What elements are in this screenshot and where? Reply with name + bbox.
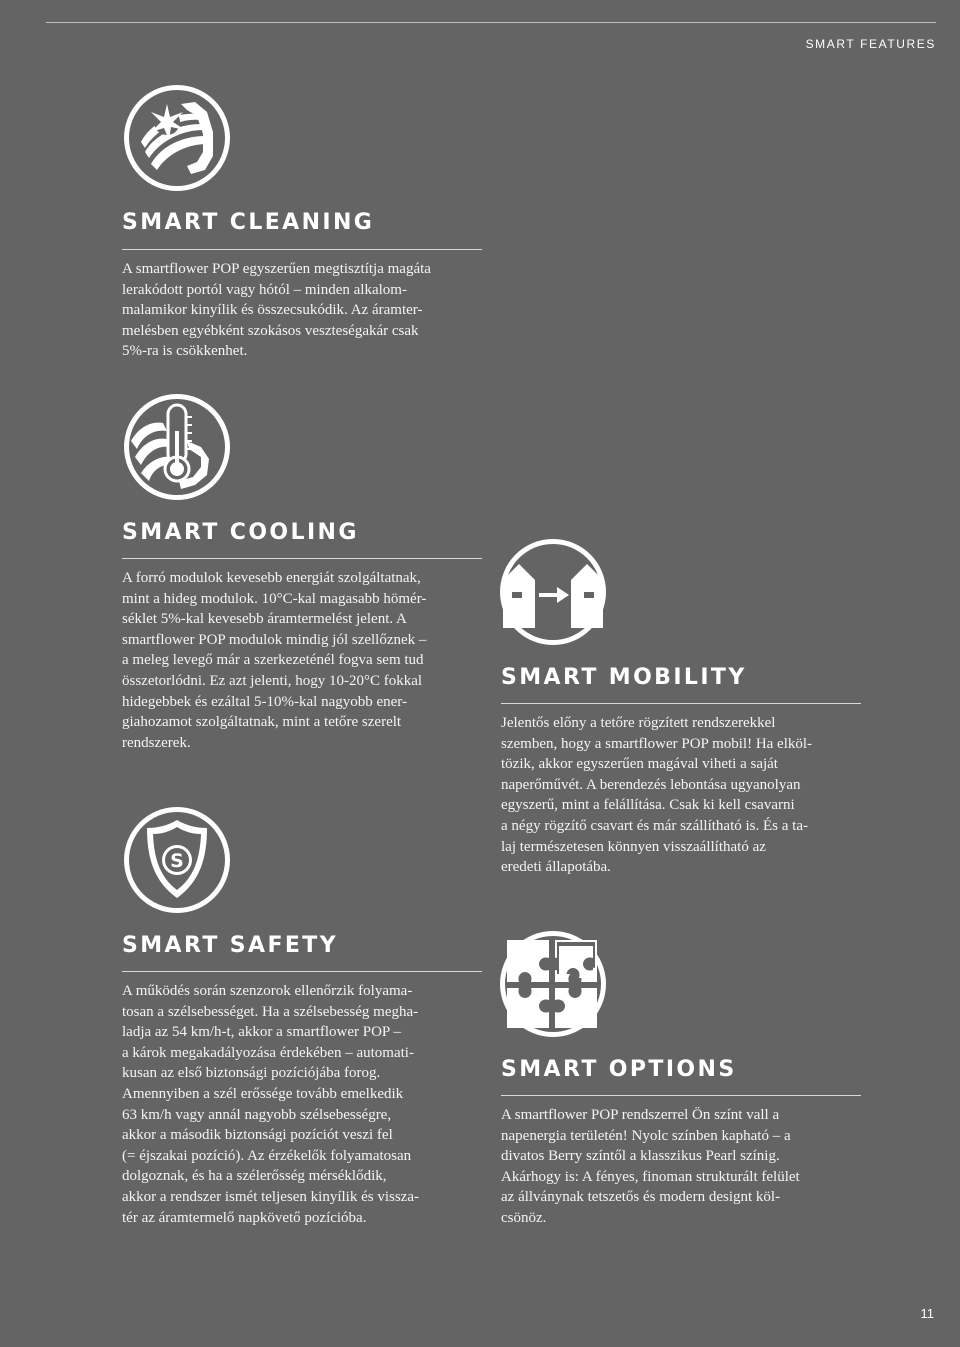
section-body-cooling [122, 568, 487, 753]
body-line: laj természetesen könnyen visszaállítható az [501, 838, 766, 855]
section-rule-mobility [501, 703, 861, 704]
body-line: egyszerű, mint a felállítása. Csak ki kell csavarni [501, 797, 795, 814]
section-rule-cooling [122, 558, 482, 559]
body-line: (= éjszakai pozíció). Az érzékelők folyamatosan [122, 1147, 412, 1164]
section-body-options [501, 1105, 866, 1229]
body-line: Amennyiben a szél erőssége tovább emelkedik [122, 1085, 404, 1102]
body-line: tözik, akkor egyszerűen magával viheti a saját [501, 756, 778, 773]
body-line: a négy rögzítő csavart és már szállítható is. És a ta- [501, 817, 808, 834]
thermometer-panel-icon [121, 391, 233, 503]
shield-icon [121, 804, 233, 916]
body-line: divatos Berry színtől a klasszikus Pearl színig. [501, 1148, 780, 1165]
section-body-cleaning [122, 259, 487, 362]
body-line: Akárhogy is: A fényes, finoman strukturált felület [501, 1168, 800, 1185]
section-title-safety: SMART SAFETY [122, 933, 339, 958]
body-line: lerakódott portól vagy hótól – minden alkalom- [122, 281, 407, 298]
section-body-mobility [501, 713, 866, 878]
body-line: A smartflower POP egyszerűen megtisztítja magáta [122, 261, 431, 277]
section-rule-cleaning [122, 249, 482, 250]
header-label: SMART FEATURES [805, 37, 936, 51]
body-line: összetorlódni. Ez azt jelenti, hogy 10-20°C fokkal [122, 672, 423, 689]
body-line: szemben, hogy a smartflower POP mobil! Ha elköl- [501, 735, 813, 752]
top-rule [46, 22, 936, 23]
body-line: A működés során szenzorok ellenőrzik folyama- [122, 983, 413, 999]
sparkle-panel-icon [121, 82, 233, 194]
body-line: malamikor kinyílik és összecsukódik. Az áramter- [122, 302, 423, 319]
body-line: dolgoznak, és ha a szélerősség mérséklődik, [122, 1168, 387, 1185]
body-line: A forró modulok kevesebb energiát szolgáltatnak, [122, 570, 421, 586]
body-line: a meleg levegő már a szerkezeténél fogva sem tud [122, 652, 424, 669]
body-line: napenergia területén! Nyolc színben kapható – a [501, 1127, 791, 1144]
section-title-mobility: SMART MOBILITY [501, 665, 747, 690]
section-rule-options [501, 1095, 861, 1096]
body-line: mint a hideg modulok. 10°C-kal magasabb hömér- [122, 590, 427, 607]
body-line: a károk megakadályozása érdekében – automati- [122, 1044, 414, 1061]
body-line: Jelentős előny a tetőre rögzített rendszerekkel [501, 715, 776, 731]
body-line: az állványnak tetszetős és modern designt köl- [501, 1189, 781, 1206]
section-title-options: SMART OPTIONS [501, 1057, 737, 1082]
body-line: ladja az 54 km/h-t, akkor a smartflower POP – [122, 1024, 401, 1041]
body-line: 5%-ra is csökkenhet. [122, 343, 248, 360]
body-line: hidegebbek és ezáltal 5-10%-kal nagyobb ener- [122, 693, 407, 710]
section-body-safety [122, 981, 487, 1228]
shield-icon-letter: S [170, 850, 184, 872]
section-title-cleaning: SMART CLEANING [122, 210, 375, 235]
section-title-cooling: SMART COOLING [122, 520, 359, 545]
body-line: 63 km/h vagy annál nagyobb szélsebességre, [122, 1106, 392, 1123]
body-line: eredeti állapotába. [501, 859, 611, 876]
body-line: tosan a szélsebességet. Ha a szélsebesség megha- [122, 1003, 419, 1020]
puzzle-icon [497, 928, 609, 1040]
body-line: csönöz. [501, 1209, 547, 1226]
section-rule-safety [122, 971, 482, 972]
page-number: 11 [920, 1306, 934, 1321]
body-line: séklet 5%-kal kevesebb áramtermelést jelent. A [122, 611, 407, 628]
body-line: kusan az első biztonsági pozíciójába forog. [122, 1065, 381, 1082]
body-line: melésben egyébként szokásos veszteségakár csak [122, 322, 419, 339]
body-line: akkor a rendszer ismét teljesen kinyílik és vissza- [122, 1188, 419, 1205]
body-line: tér az áramtermelő napkövető pozícióba. [122, 1209, 367, 1226]
body-line: smartflower POP modulok mindig jól szellőznek – [122, 631, 427, 648]
body-line: rendszerek. [122, 734, 191, 751]
body-line: akkor a második biztonsági pozíciót veszi fel [122, 1127, 393, 1144]
body-line: naperőművét. A berendezés lebontása ugyanolyan [501, 776, 801, 793]
body-line: giahozamot szolgáltatnak, mint a tetőre szerelt [122, 714, 402, 731]
houses-arrow-icon [497, 536, 609, 648]
body-line: A smartflower POP rendszerrel Ön színt vall a [501, 1107, 780, 1123]
